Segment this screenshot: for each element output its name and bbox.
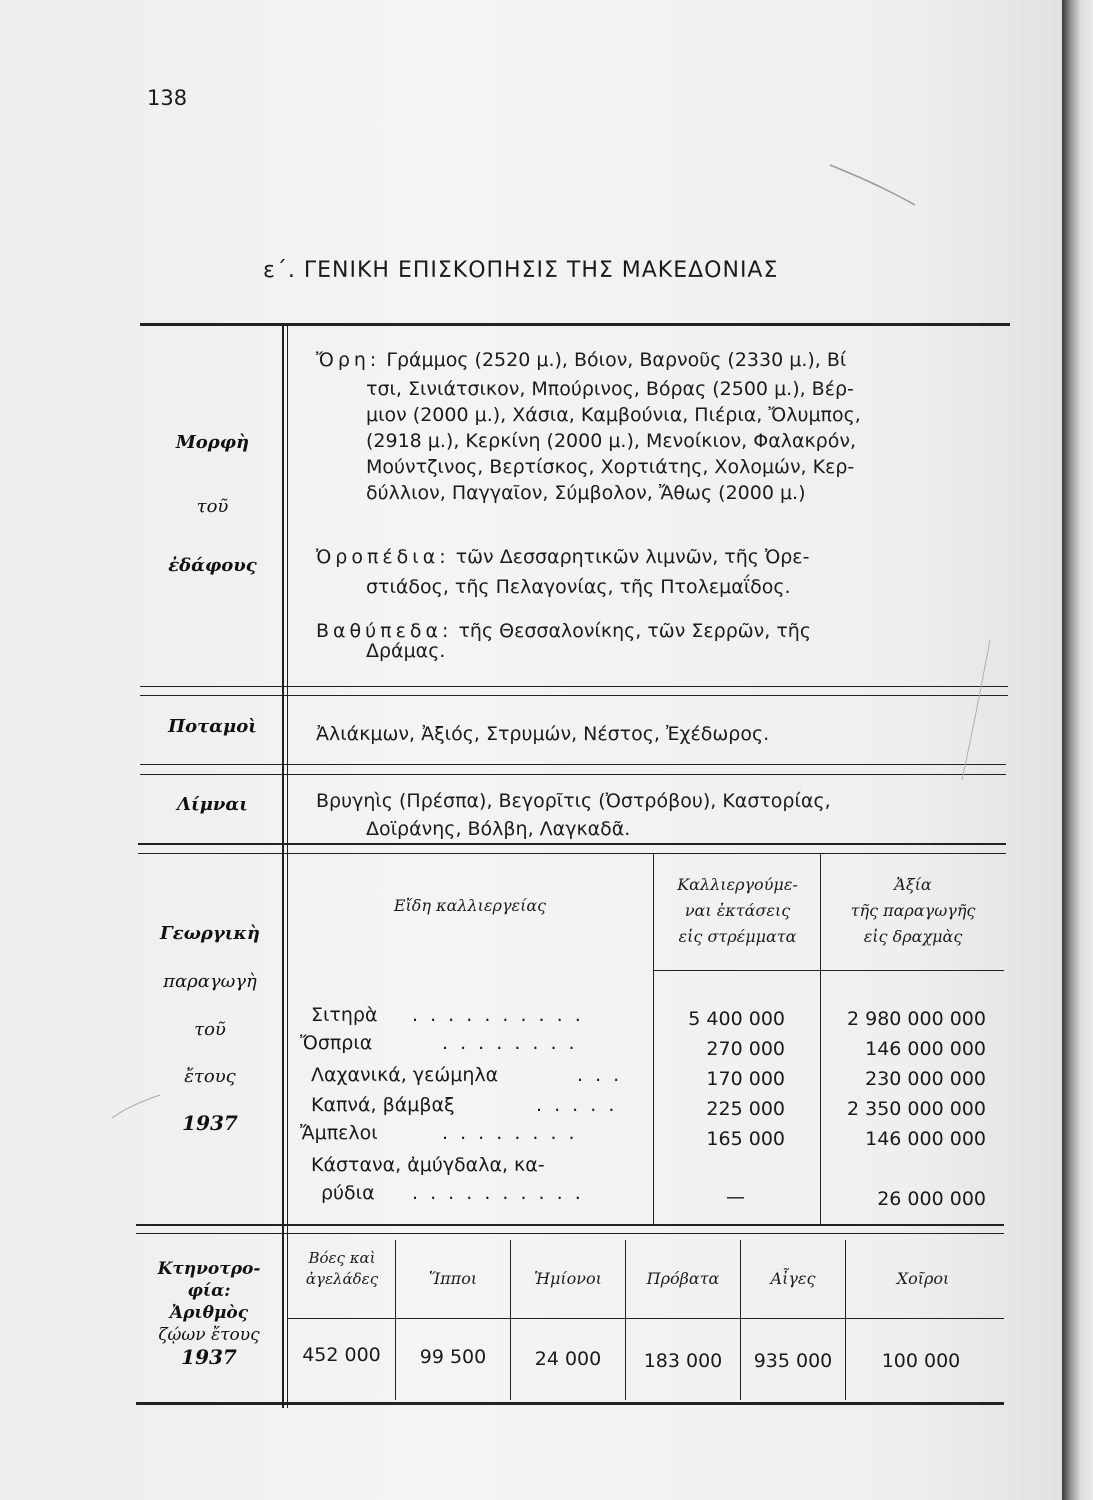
mountains-line: Γράμμος (2520 μ.), Βόιον, Βαρνοῦς (2330 μ.), Βί [386,349,847,371]
plateaus-block [316,544,809,570]
lakes-line: Βρυγηὶς (Πρέσπα), Βεγορῖτις (Ὀστρόβου), Καστορίας, [316,790,831,812]
book-spine [1062,0,1093,1500]
livestock-value: 100 000 [881,1350,961,1372]
lowlands-line: τῆς Θεσσαλονίκης, τῶν Σερρῶν, τῆς [458,620,812,642]
plateaus-line: τῶν Δεσσαρητικῶν λιμνῶν, τῆς Ὀρε- [455,546,810,568]
plateaus-line: στιάδος, τῆς Πελαγονίας, τῆς Πτολεμαΐδος. [366,576,791,598]
section-rule-bottom [136,1402,1004,1405]
crop-area: 270 000 [706,1038,785,1060]
crop-dots: . . . . . . . . [442,1122,578,1144]
crop-dots: . . . . . [536,1094,618,1116]
crop-name: Κάστανα, ἀμύγδαλα, κα- [311,1154,545,1176]
col-area-header [655,872,820,950]
livestock-value: 99 500 [419,1346,487,1368]
rivers-label: Ποταμοὶ [168,716,257,737]
agri-label-1: Γεωργικὴ [159,923,260,944]
col-area-line: Καλλιεργούμε- [677,875,798,894]
livestock-label-line: 1937 [181,1345,237,1369]
livestock-col [740,1240,741,1400]
relief-label-line: Μορφὴ [175,432,250,453]
crop-value: 2 980 000 000 [846,1008,986,1030]
column-divider-inner [287,326,288,1408]
section-rule-rivers [140,764,1006,765]
section-rule-lakes [138,843,1006,845]
livestock-header: Ἡμίονοι [534,1269,602,1288]
agri-header-rule [654,970,1004,971]
agri-label-4: ἔτους [184,1066,236,1087]
livestock-label-line: Κτηνοτρο- [157,1259,261,1279]
relief-label-2 [150,496,275,517]
agri-label-3: τοῦ [194,1019,226,1040]
crop-name: Ὄσπρια [300,1032,373,1054]
lakes-text [316,788,831,814]
lakes-text-2 [366,816,630,842]
livestock-header: Χοῖροι [896,1269,950,1288]
crop-area: 165 000 [706,1128,785,1150]
agri-col-divider-2 [820,854,821,1224]
lakes-line: Δοϊράνης, Βόλβη, Λαγκαδᾶ. [366,818,631,840]
plateaus-title: Ὀροπέδια: [316,546,450,568]
plateaus-continuation [366,574,791,600]
crop-dots: . . . . . . . . . . [412,1004,584,1026]
livestock-header: Αἶγες [770,1269,816,1288]
col-value-line: εἰς δραχμὰς [863,927,963,946]
livestock-label-line: ζῴων ἔτους [158,1325,260,1345]
section-rule-top [140,323,1010,326]
livestock-value: 24 000 [534,1348,602,1370]
livestock-label-line: Ἀριθμὸς [169,1303,249,1323]
livestock-value: 452 000 [302,1344,381,1366]
mountains-block [316,347,846,373]
lowlands-continuation [366,638,445,664]
lowlands-line: Δράμας. [366,640,446,662]
crop-area: 225 000 [706,1098,785,1120]
crop-value: 230 000 000 [865,1068,986,1090]
crop-area: — [726,1186,745,1208]
crop-value: 146 000 000 [865,1038,986,1060]
livestock-col [845,1240,846,1400]
crop-area: 170 000 [706,1068,785,1090]
lowlands-title: Βαθύπεδα: [316,620,453,642]
mountains-line: μιον (2000 μ.), Χάσια, Καμβούνια, Πιέρια, Ὄλυμπος, [366,404,861,426]
mountains-title: Ὄρη: [316,349,381,371]
agri-label-year: 1937 [182,1111,238,1135]
crop-area: 5 400 000 [688,1008,785,1030]
livestock-col [395,1240,396,1400]
crop-name: Ἄμπελοι [300,1122,378,1144]
crop-name: ρύδια [321,1182,375,1204]
livestock-header: Ἵπποι [428,1269,478,1288]
section-rule-relief-b [140,695,1008,696]
section-rule-agri-b [136,1233,1004,1234]
livestock-col [625,1240,626,1400]
mountains-line: δύλλιον, Παγγαῖον, Σύμβολον, Ἄθως (2000 μ.) [366,482,806,504]
relief-label-line: ἐδάφους [168,555,257,576]
page-title: ε΄. ΓΕΝΙΚΗ ΕΠΙΣΚΟΠΗΣΙΣ ΤΗΣ ΜΑΚΕΔΟΝΙΑΣ [263,258,779,283]
crop-value: 26 000 000 [877,1188,986,1210]
crop-name: Σιτηρὰ [311,1004,378,1026]
col-value-line: τῆς παραγωγῆς [850,901,976,920]
col-area-line: ναι ἐκτάσεις [684,901,791,920]
crop-name: Καπνά, βάμβαξ [311,1094,455,1116]
livestock-header: Πρόβατα [646,1269,720,1288]
section-rule-lakes-b [138,853,1006,854]
crop-dots: . . . . . . . . [442,1032,578,1054]
col-value-header [822,872,1004,950]
livestock-value: 183 000 [643,1350,723,1372]
relief-label [150,432,275,453]
mountains-continuation [366,376,861,506]
page-number: 138 [147,86,188,110]
mountains-line: τσι, Σινιάτσικον, Μπούρινος, Βόρας (2500 μ.), Βέρ- [366,378,854,400]
crop-value: 2 350 000 000 [846,1098,986,1120]
livestock-label-line: φία: [187,1281,231,1301]
crop-value: 146 000 000 [865,1128,986,1150]
mountains-line: Μούντζινος, Βερτίσκος, Χορτιάτης, Χολομών, Κερ- [366,456,855,478]
agri-col-divider [653,854,654,1224]
crop-dots: . . . [577,1064,623,1086]
livestock-col [510,1240,511,1400]
col-value-line: Ἀξία [894,875,932,894]
rivers-text: Ἀλιάκμων, Ἀξιός, Στρυμών, Νέστος, Ἐχέδωρος. [316,723,770,745]
agri-label-2: παραγωγὴ [163,971,257,992]
livestock-value: 935 000 [753,1350,833,1372]
livestock-label [136,1258,282,1368]
relief-label-line: τοῦ [196,496,229,517]
column-divider [282,326,284,1408]
crop-name: Λαχανικά, γεώμηλα [311,1064,499,1086]
lakes-label: Λίμναι [177,794,248,815]
relief-label-3 [150,555,275,576]
crop-dots: . . . . . . . . . . [412,1182,584,1204]
col-crop-header: Εἴδη καλλιεργείας [393,896,547,915]
livestock-header: Βόες καὶ ἀγελάδες [305,1249,379,1288]
mountains-line: (2918 μ.), Κερκίνη (2000 μ.), Μενοίκιον, Φαλακρόν, [366,430,857,452]
section-rule-rivers-b [140,774,1006,775]
section-rule-relief [140,686,1008,687]
col-area-line: εἰς στρέμματα [678,927,797,946]
section-rule-agri [136,1224,1004,1226]
